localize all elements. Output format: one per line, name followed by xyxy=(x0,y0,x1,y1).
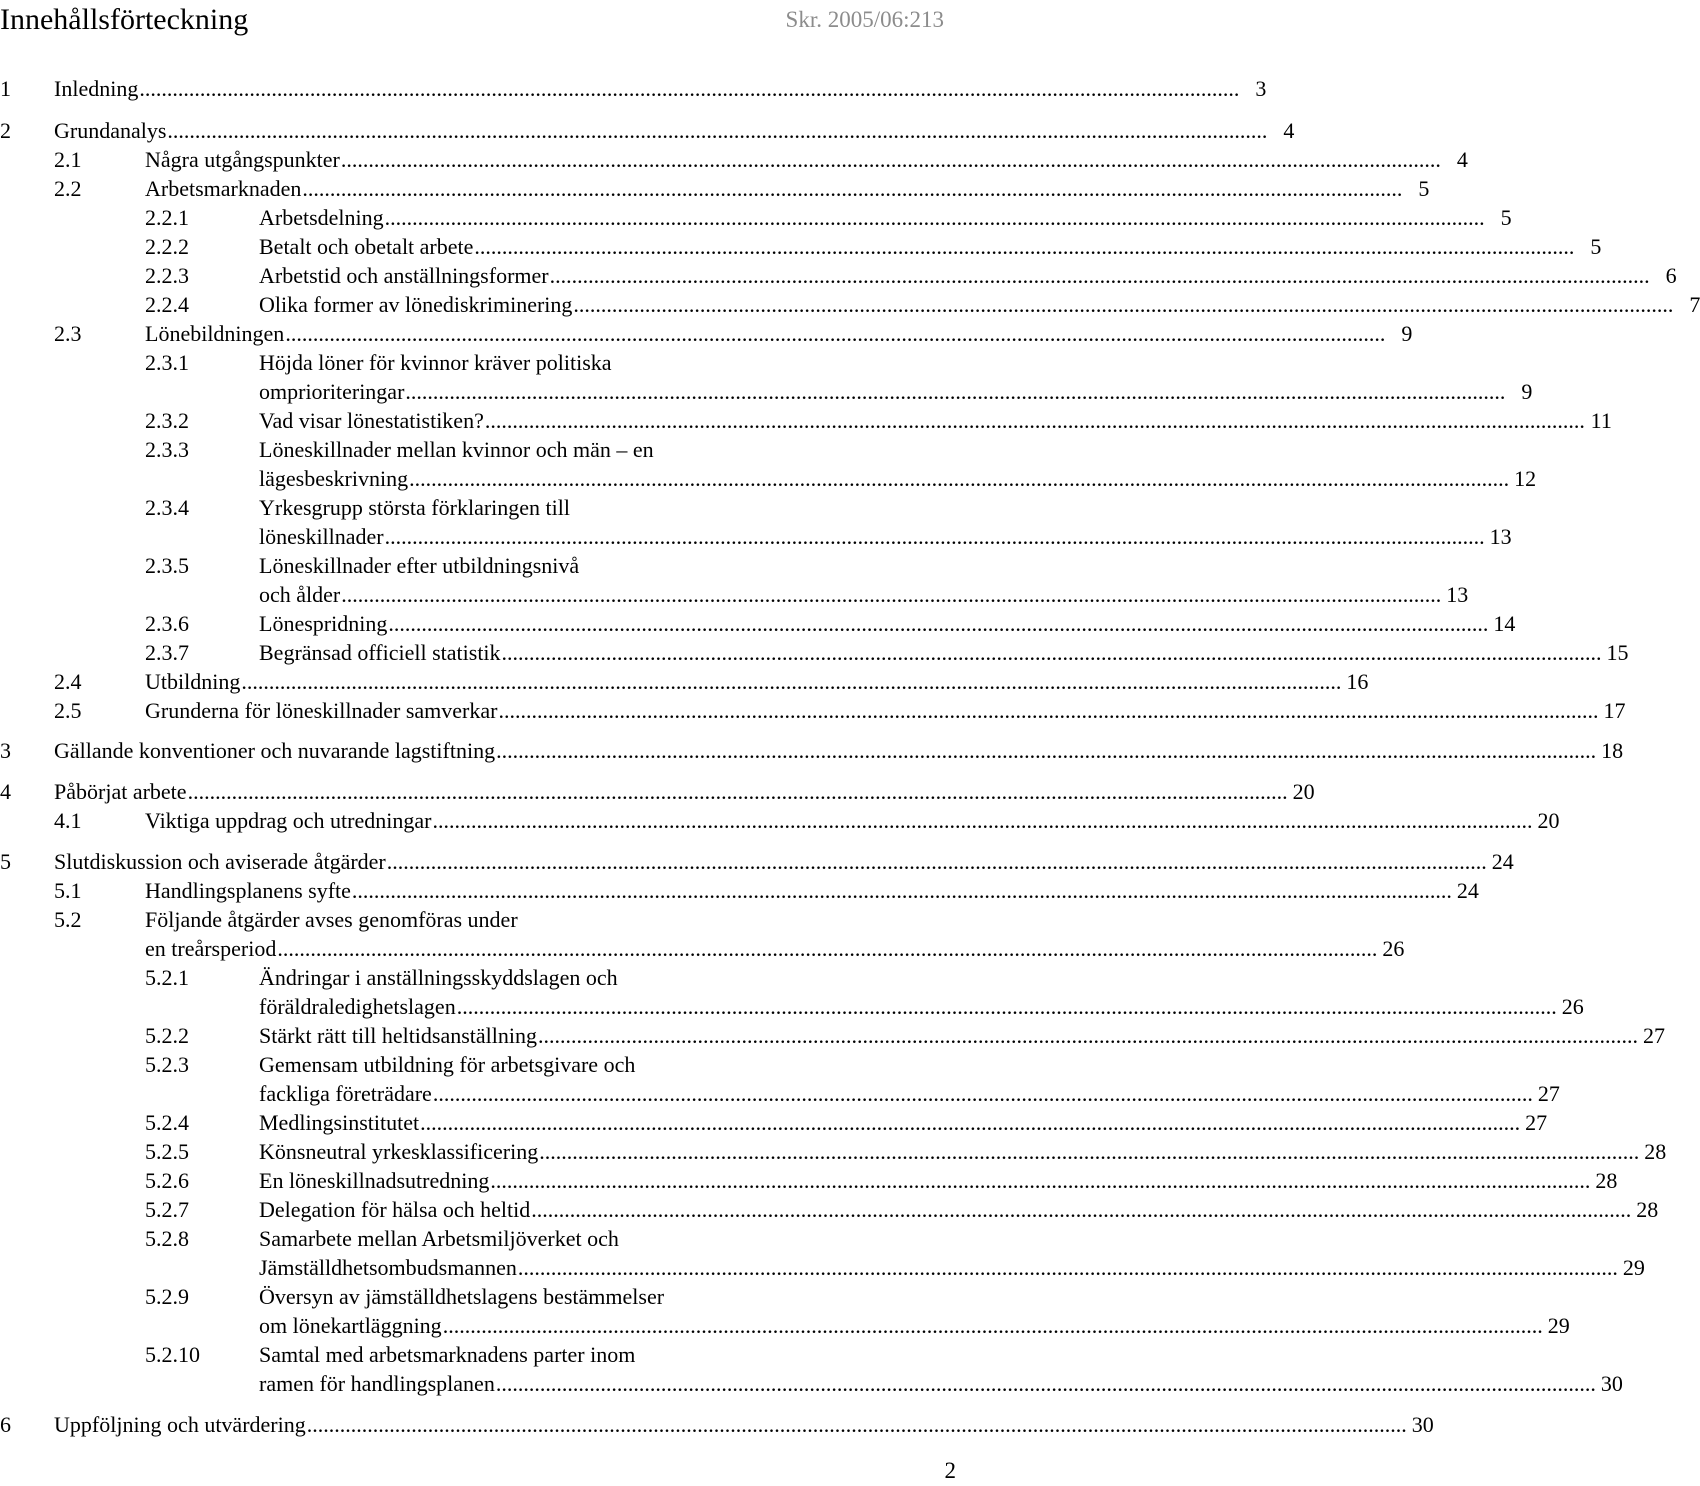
toc-entry-number: 6 xyxy=(0,1412,11,1437)
page-number: 2 xyxy=(944,1458,956,1483)
toc-leader-dots: ........................................................................................................................................................................................................ xyxy=(420,1110,1521,1135)
toc-leader-dots: ........................................................................................................................................................................................................ xyxy=(498,698,1599,723)
page-title: Innehållsförteckning xyxy=(0,3,249,36)
toc-entry-title: Samarbete mellan Arbetsmiljöverket och xyxy=(259,1226,619,1251)
toc-entry-title: Medlingsinstitutet xyxy=(259,1110,420,1135)
toc-leader-dots: ........................................................................................................................................................................................................ xyxy=(167,118,1268,143)
toc-entry[interactable] xyxy=(0,736,1624,765)
toc-entry-title: ramen för handlingsplanen xyxy=(259,1371,495,1396)
toc-entry-page: 30 xyxy=(1411,1412,1434,1437)
toc-leader-dots: ........................................................................................................................................................................................................ xyxy=(384,205,1485,230)
toc-entry[interactable] xyxy=(145,261,1677,290)
toc-leader-dots: ........................................................................................................................................................................................................ xyxy=(302,176,1403,201)
toc-entry-title: Betalt och obetalt arbete xyxy=(259,234,474,259)
toc-entry-page: 29 xyxy=(1622,1255,1645,1280)
toc-entry-title: Arbetsmarknaden xyxy=(145,176,302,201)
toc-entry[interactable] xyxy=(54,806,1560,835)
toc-leader-dots: ........................................................................................................................................................................................................ xyxy=(409,466,1510,491)
toc-entry-page: 3 xyxy=(1255,76,1267,101)
toc-entry-number: 2.3.7 xyxy=(145,640,189,665)
toc-entry-number: 2 xyxy=(0,118,11,143)
toc-leader-dots: ........................................................................................................................................................................................................ xyxy=(484,408,1585,433)
toc-leader-dots: ........................................................................................................................................................................................................ xyxy=(351,878,1452,903)
toc-entry-title: Gemensam utbildning för arbetsgivare och xyxy=(259,1052,636,1077)
toc-leader-dots: ........................................................................................................................................................................................................ xyxy=(277,936,1378,961)
toc-entry-title: Utbildning xyxy=(145,669,241,694)
toc-entry-title: omprioriteringar xyxy=(259,379,405,404)
toc-entry[interactable] xyxy=(145,1224,745,1253)
toc-entry-number: 5.1 xyxy=(54,878,82,903)
toc-entry-number: 5.2.4 xyxy=(145,1110,189,1135)
toc-entry-title: och ålder xyxy=(259,582,341,607)
toc-entry-title: Lönespridning xyxy=(259,611,388,636)
toc-entry[interactable] xyxy=(145,493,745,522)
toc-entry-page: 16 xyxy=(1346,669,1369,694)
toc-entry-title: Påbörjat arbete xyxy=(54,779,187,804)
toc-entry-number: 5.2.1 xyxy=(145,965,189,990)
toc-entry-page: 14 xyxy=(1493,611,1516,636)
toc-entry-title: Yrkesgrupp största förklaringen till xyxy=(259,495,570,520)
toc-entry-number: 5.2.2 xyxy=(145,1023,189,1048)
toc-entry[interactable] xyxy=(145,1195,1659,1224)
toc-entry-page: 28 xyxy=(1595,1168,1618,1193)
toc-entry[interactable] xyxy=(145,1108,1548,1137)
toc-entry-title: Delegation för hälsa och heltid xyxy=(259,1197,531,1222)
toc-leader-dots: ........................................................................................................................................................................................................ xyxy=(432,1081,1533,1106)
toc-entry-number: 2.3 xyxy=(54,321,82,346)
toc-leader-dots: ........................................................................................................................................................................................................ xyxy=(517,1255,1618,1280)
toc-entry-title: Grundanalys xyxy=(54,118,167,143)
toc-entry-number: 5.2.8 xyxy=(145,1226,189,1251)
toc-entry[interactable] xyxy=(145,464,1537,493)
toc-entry-page: 24 xyxy=(1491,849,1514,874)
toc-entry[interactable] xyxy=(0,847,1514,876)
toc-entry[interactable] xyxy=(0,74,1267,103)
toc-entry-title: Löneskillnader efter utbildningsnivå xyxy=(259,553,580,578)
toc-entry-title: Grunderna för löneskillnader samverkar xyxy=(145,698,498,723)
toc-entry-number: 2.5 xyxy=(54,698,82,723)
toc-entry-page: 26 xyxy=(1382,936,1405,961)
toc-entry-page: 20 xyxy=(1292,779,1315,804)
toc-leader-dots: ........................................................................................................................................................................................................ xyxy=(386,849,1487,874)
toc-entry-number: 2.1 xyxy=(54,147,82,172)
toc-entry-number: 2.3.6 xyxy=(145,611,189,636)
document-reference: Skr. 2005/06:213 xyxy=(785,7,944,32)
toc-entry-title: Ändringar i anställningsskyddslagen och xyxy=(259,965,618,990)
toc-entry-page: 29 xyxy=(1547,1313,1570,1338)
toc-entry[interactable] xyxy=(145,1079,1560,1108)
toc-entry-page: 5 xyxy=(1418,176,1430,201)
toc-entry[interactable] xyxy=(0,116,1295,145)
toc-entry-title: Begränsad officiell statistik xyxy=(259,640,501,665)
toc-entry-page: 18 xyxy=(1601,738,1624,763)
toc-entry[interactable] xyxy=(54,174,1430,203)
toc-entry-number: 2.2.2 xyxy=(145,234,189,259)
toc-leader-dots: ........................................................................................................................................................................................................ xyxy=(187,779,1288,804)
toc-entry-title: Arbetstid och anställningsformer xyxy=(259,263,549,288)
toc-entry[interactable] xyxy=(54,905,745,934)
toc-entry-page: 26 xyxy=(1561,994,1584,1019)
toc-entry-page: 27 xyxy=(1537,1081,1560,1106)
toc-entry-title: Handlingsplanens syfte xyxy=(145,878,351,903)
toc-entry[interactable] xyxy=(54,696,1626,725)
toc-entry-title: Lönebildningen xyxy=(145,321,285,346)
toc-entry-title: Samtal med arbetsmarknadens parter inom xyxy=(259,1342,636,1367)
toc-entry-number: 2.2 xyxy=(54,176,82,201)
toc-entry-title: Översyn av jämställdhetslagens bestämmelser xyxy=(259,1284,665,1309)
toc-leader-dots: ........................................................................................................................................................................................................ xyxy=(340,147,1441,172)
toc-entry-page: 12 xyxy=(1514,466,1537,491)
toc-entry[interactable] xyxy=(145,1050,745,1079)
toc-entry-number: 2.2.3 xyxy=(145,263,189,288)
toc-entry[interactable] xyxy=(145,1282,745,1311)
toc-entry[interactable] xyxy=(54,145,1468,174)
toc-entry-title: Könsneutral yrkesklassificering xyxy=(259,1139,539,1164)
toc-entry-number: 2.3.3 xyxy=(145,437,189,462)
toc-leader-dots: ........................................................................................................................................................................................................ xyxy=(539,1139,1640,1164)
toc-entry-title: Vad visar lönestatistiken? xyxy=(259,408,484,433)
toc-entry[interactable] xyxy=(145,290,1700,319)
toc-entry-title: Följande åtgärder avses genomföras under xyxy=(145,907,518,932)
toc-entry-page: 4 xyxy=(1283,118,1295,143)
toc-entry-number: 5.2.6 xyxy=(145,1168,189,1193)
toc-leader-dots: ........................................................................................................................................................................................................ xyxy=(285,321,1386,346)
toc-entry[interactable] xyxy=(145,1369,1623,1398)
toc-leader-dots: ........................................................................................................................................................................................................ xyxy=(456,994,1557,1019)
toc-entry-title: Olika former av lönediskriminering xyxy=(259,292,573,317)
toc-entry-page: 27 xyxy=(1643,1023,1666,1048)
toc-entry-number: 5.2.7 xyxy=(145,1197,189,1222)
toc-entry-page: 5 xyxy=(1500,205,1512,230)
toc-leader-dots: ........................................................................................................................................................................................................ xyxy=(241,669,1342,694)
toc-entry-title: Gällande konventioner och nuvarande lagstiftning xyxy=(54,738,496,763)
toc-entry-page: 20 xyxy=(1537,808,1560,833)
toc-entry[interactable] xyxy=(145,963,745,992)
toc-leader-dots: ........................................................................................................................................................................................................ xyxy=(139,76,1240,101)
toc-entry[interactable] xyxy=(145,1166,1618,1195)
toc-entry-number: 2.3.5 xyxy=(145,553,189,578)
toc-entry-title: Uppföljning och utvärdering xyxy=(54,1412,306,1437)
toc-entry[interactable] xyxy=(145,232,1602,261)
toc-entry-title: en treårsperiod xyxy=(145,936,277,961)
toc-entry[interactable] xyxy=(145,348,745,377)
toc-entry[interactable] xyxy=(145,1137,1667,1166)
toc-leader-dots: ........................................................................................................................................................................................................ xyxy=(384,524,1485,549)
toc-leader-dots: ........................................................................................................................................................................................................ xyxy=(538,1023,1639,1048)
toc-entry-page: 28 xyxy=(1644,1139,1667,1164)
toc-entry[interactable] xyxy=(145,203,1512,232)
toc-entry-title: Inledning xyxy=(54,76,139,101)
toc-leader-dots: ........................................................................................................................................................................................................ xyxy=(341,582,1442,607)
toc-entry-page: 30 xyxy=(1600,1371,1623,1396)
toc-entry-page: 13 xyxy=(1489,524,1512,549)
toc-entry[interactable] xyxy=(145,609,1516,638)
toc-entry-number: 2.3.2 xyxy=(145,408,189,433)
toc-entry-number: 5.2.3 xyxy=(145,1052,189,1077)
toc-entry[interactable] xyxy=(0,1410,1434,1439)
toc-leader-dots: ........................................................................................................................................................................................................ xyxy=(501,640,1602,665)
toc-entry[interactable] xyxy=(145,580,1469,609)
toc-entry-number: 2.2.4 xyxy=(145,292,189,317)
toc-entry[interactable] xyxy=(54,667,1369,696)
toc-entry-number: 4.1 xyxy=(54,808,82,833)
toc-leader-dots: ........................................................................................................................................................................................................ xyxy=(306,1412,1407,1437)
toc-entry[interactable] xyxy=(145,377,1533,406)
toc-entry-title: löneskillnader xyxy=(259,524,384,549)
toc-entry-title: Jämställdhetsombudsmannen xyxy=(259,1255,517,1280)
toc-entry-page: 5 xyxy=(1590,234,1602,259)
toc-entry[interactable] xyxy=(145,1340,745,1369)
toc-entry[interactable] xyxy=(145,1021,1666,1050)
toc-entry[interactable] xyxy=(145,406,1612,435)
toc-entry-title: Några utgångspunkter xyxy=(145,147,340,172)
toc-entry-number: 2.3.4 xyxy=(145,495,189,520)
toc-entry[interactable] xyxy=(0,777,1315,806)
toc-entry-number: 5.2 xyxy=(54,907,82,932)
toc-entry[interactable] xyxy=(145,522,1512,551)
toc-entry-page: 11 xyxy=(1590,408,1612,433)
toc-entry-page: 7 xyxy=(1689,292,1700,317)
toc-entry[interactable] xyxy=(145,551,745,580)
toc-entry-title: Höjda löner för kvinnor kräver politiska xyxy=(259,350,612,375)
toc-entry-page: 17 xyxy=(1603,698,1626,723)
toc-entry-number: 3 xyxy=(0,738,11,763)
toc-leader-dots: ........................................................................................................................................................................................................ xyxy=(432,808,1533,833)
toc-leader-dots: ........................................................................................................................................................................................................ xyxy=(474,234,1575,259)
toc-entry-number: 5.2.5 xyxy=(145,1139,189,1164)
toc-entry[interactable] xyxy=(54,934,1405,963)
toc-entry-page: 4 xyxy=(1456,147,1468,172)
toc-entry-page: 13 xyxy=(1446,582,1469,607)
toc-entry-number: 2.2.1 xyxy=(145,205,189,230)
toc-entry-title: Arbetsdelning xyxy=(259,205,384,230)
toc-entry-page: 9 xyxy=(1401,321,1413,346)
toc-entry-page: 6 xyxy=(1665,263,1677,288)
toc-entry[interactable] xyxy=(54,319,1413,348)
toc-leader-dots: ........................................................................................................................................................................................................ xyxy=(495,1371,1596,1396)
toc-entry-title: Stärkt rätt till heltidsanställning xyxy=(259,1023,538,1048)
toc-entry-title: Slutdiskussion och aviserade åtgärder xyxy=(54,849,386,874)
toc-entry[interactable] xyxy=(145,1311,1570,1340)
toc-leader-dots: ........................................................................................................................................................................................................ xyxy=(531,1197,1632,1222)
toc-entry-page: 27 xyxy=(1525,1110,1548,1135)
toc-leader-dots: ........................................................................................................................................................................................................ xyxy=(573,292,1674,317)
toc-leader-dots: ........................................................................................................................................................................................................ xyxy=(549,263,1650,288)
toc-entry-number: 4 xyxy=(0,779,11,804)
toc-leader-dots: ........................................................................................................................................................................................................ xyxy=(442,1313,1543,1338)
toc-entry-page: 15 xyxy=(1606,640,1629,665)
toc-leader-dots: ........................................................................................................................................................................................................ xyxy=(490,1168,1591,1193)
toc-entry-number: 5.2.10 xyxy=(145,1342,200,1367)
toc-entry-number: 1 xyxy=(0,76,11,101)
toc-entry[interactable] xyxy=(145,1253,1645,1282)
toc-entry-number: 5.2.9 xyxy=(145,1284,189,1309)
toc-entry-number: 5 xyxy=(0,849,11,874)
toc-leader-dots: ........................................................................................................................................................................................................ xyxy=(405,379,1506,404)
toc-entry-title: föräldraledighetslagen xyxy=(259,994,456,1019)
toc-entry-number: 2.3.1 xyxy=(145,350,189,375)
toc-entry-page: 9 xyxy=(1521,379,1533,404)
toc-entry[interactable] xyxy=(145,992,1584,1021)
toc-entry-title: En löneskillnadsutredning xyxy=(259,1168,490,1193)
toc-entry-title: Löneskillnader mellan kvinnor och män – en xyxy=(259,437,654,462)
toc-entry-title: om lönekartläggning xyxy=(259,1313,442,1338)
toc-entry-number: 2.4 xyxy=(54,669,82,694)
toc-entry[interactable] xyxy=(54,876,1479,905)
toc-entry-title: fackliga företrädare xyxy=(259,1081,432,1106)
toc-leader-dots: ........................................................................................................................................................................................................ xyxy=(496,738,1597,763)
toc-entry-title: Viktiga uppdrag och utredningar xyxy=(145,808,432,833)
toc-entry[interactable] xyxy=(145,638,1629,667)
toc-entry-page: 24 xyxy=(1456,878,1479,903)
toc-entry-page: 28 xyxy=(1636,1197,1659,1222)
toc-entry-title: lägesbeskrivning xyxy=(259,466,409,491)
toc-leader-dots: ........................................................................................................................................................................................................ xyxy=(388,611,1489,636)
toc-entry[interactable] xyxy=(145,435,745,464)
